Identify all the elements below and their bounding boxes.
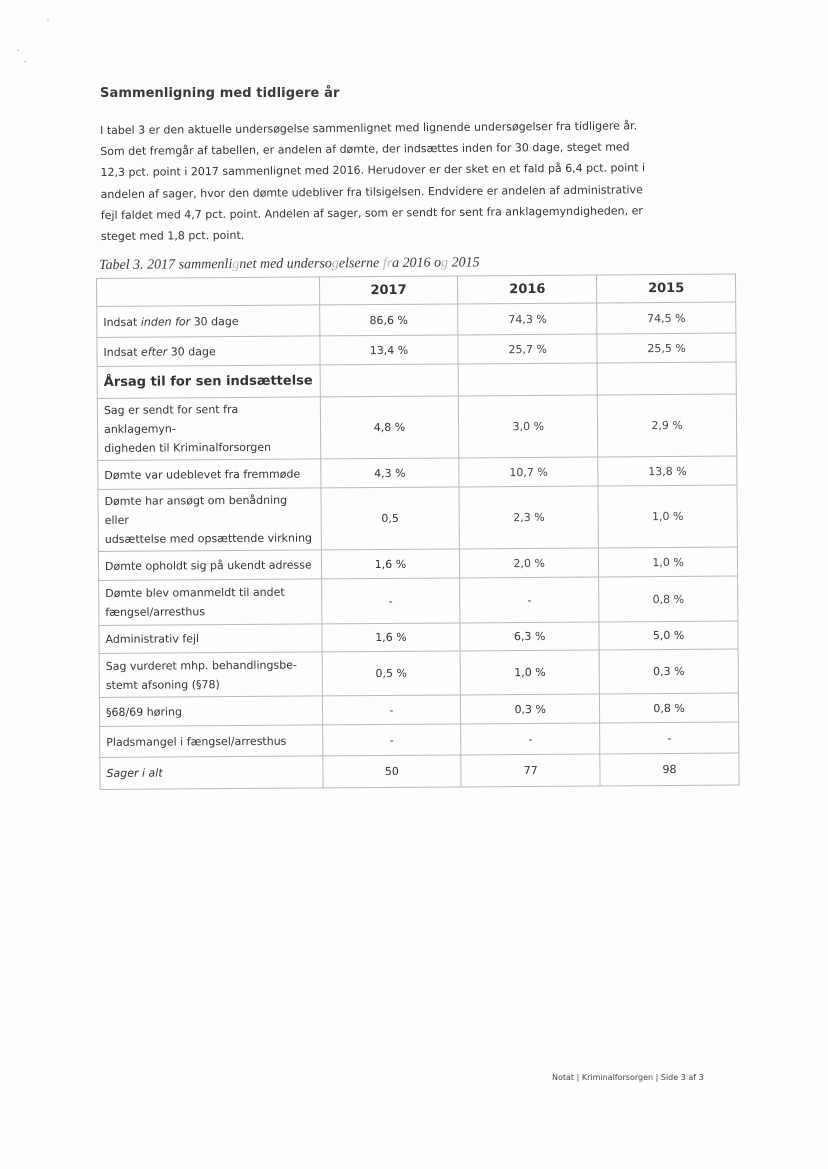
table-row <box>98 547 737 580</box>
table-row <box>100 753 739 789</box>
row-label-line: fængsel/arresthus <box>105 605 206 619</box>
section-heading: Sammenligning med tidligere år <box>100 86 340 101</box>
row-label <box>100 756 323 790</box>
value-cell: 0,5 <box>321 487 460 550</box>
scan-speck <box>24 61 26 62</box>
row-label-line: Sag vurderet mhp. behandlingsbe- <box>105 658 297 673</box>
value-cell: - <box>322 695 461 725</box>
row-label-line: udsættelse med opsættende virkning <box>104 531 313 546</box>
row-label-line: stemt afsoning (§78) <box>105 677 220 692</box>
table-row <box>97 333 736 366</box>
value-cell: 10,7 % <box>459 457 598 487</box>
row-label-line: Dømte har ansøgt om benådning eller <box>104 493 288 527</box>
value-cell: 0,8 % <box>600 693 739 723</box>
value-cell: 13,8 % <box>598 456 737 486</box>
table-header-row <box>97 274 736 306</box>
row-label <box>99 652 322 698</box>
value-cell: - <box>322 724 461 756</box>
row-label <box>97 305 320 338</box>
value-cell: - <box>321 578 460 624</box>
value-cell: 5,0 % <box>599 621 738 650</box>
value-cell: 77 <box>461 754 600 787</box>
row-label-part: Indsat <box>103 345 142 359</box>
row-label <box>97 397 320 461</box>
row-label-line: Pladsmangel i fængsel/arresthus <box>106 734 287 749</box>
value-cell: 1,6 % <box>321 549 460 579</box>
value-cell: 0,3 % <box>461 694 600 724</box>
paragraph-line: 12,3 pct. point i 2017 sammenlignet med 2016. Herudover er der sket en et fald på 6,4 pct. point i <box>100 161 646 180</box>
row-label-line: §68/69 høring <box>105 704 183 719</box>
year-header-cell: 2015 <box>597 274 736 303</box>
value-cell: 0,3 % <box>599 649 738 694</box>
paragraph-line: I tabel 3 er den aktuelle undersøgelse sammenlignet med lignende undersøgelser fra tidligere år. <box>100 119 638 137</box>
row-label-part: 30 dage <box>190 314 239 328</box>
table-row <box>100 722 739 757</box>
row-label <box>99 624 322 654</box>
table-row <box>99 621 738 653</box>
value-cell: 4,3 % <box>320 458 459 488</box>
value-cell: 13,4 % <box>319 335 458 365</box>
row-label <box>99 696 322 727</box>
table-row <box>99 649 738 697</box>
value-cell: 6,3 % <box>460 622 599 651</box>
row-label-line: Dømte blev omanmeldt til andet <box>105 585 285 600</box>
row-label <box>100 725 323 758</box>
scan-speck <box>17 50 19 51</box>
body-paragraph <box>100 115 691 247</box>
row-label <box>98 488 321 552</box>
value-cell: 1,0 % <box>598 485 737 548</box>
row-label-part: inden for <box>140 314 191 329</box>
table-row <box>98 485 737 551</box>
value-cell: 50 <box>322 755 461 788</box>
row-label <box>98 459 321 490</box>
row-label-line: digheden til Kriminalforsorgen <box>104 440 272 455</box>
year-header-cell: 2016 <box>458 275 597 304</box>
table-row <box>97 394 736 460</box>
table-caption: Tabel 3. 2017 sammenlignet med undersogelserne fra 2016 og 2015 <box>99 255 480 273</box>
row-label <box>98 550 321 581</box>
value-cell: 74,5 % <box>597 302 736 334</box>
scan-speck <box>47 19 49 20</box>
comparison-table <box>96 274 740 790</box>
row-label-line: Sager i alt <box>106 766 163 780</box>
value-cell: 86,6 % <box>319 304 458 336</box>
value-cell: 25,7 % <box>458 334 597 364</box>
row-label-line: Administrativ fejl <box>105 632 200 646</box>
row-label-line: Dømte opholdt sig på ukendt adresse <box>104 558 312 573</box>
table-row <box>99 693 738 726</box>
header-blank-cell <box>97 277 320 307</box>
value-cell: - <box>460 577 599 623</box>
value-cell: 2,0 % <box>460 548 599 578</box>
row-label-line: Sag er sendt for sent fra anklagemyn- <box>103 403 239 436</box>
row-label-part: efter <box>140 345 168 359</box>
empty-cell <box>597 362 736 395</box>
table-row <box>97 302 736 337</box>
empty-cell <box>458 363 597 396</box>
value-cell: 74,3 % <box>458 303 597 335</box>
table-row <box>99 576 738 625</box>
value-cell: 0,5 % <box>322 651 461 696</box>
value-cell: - <box>461 723 600 755</box>
value-cell: 25,5 % <box>597 333 736 363</box>
section-row <box>97 362 736 398</box>
paragraph-line: Som det fremgår af tabellen, er andelen af dømte, der indsættes inden for 30 dage, steget med <box>100 140 630 159</box>
empty-cell <box>320 364 459 397</box>
value-cell: 4,8 % <box>320 396 459 459</box>
value-cell: - <box>600 722 739 754</box>
value-cell: 3,0 % <box>459 395 598 458</box>
section-label: Årsag til for sen indsættelse <box>97 365 320 399</box>
value-cell: 1,6 % <box>321 623 460 652</box>
value-cell: 0,8 % <box>599 576 738 622</box>
row-label <box>97 336 320 367</box>
page-footer: Notat | Kriminalforsorgen | Side 3 af 3 <box>552 1073 704 1082</box>
value-cell: 1,0 % <box>460 650 599 695</box>
year-header-cell: 2017 <box>319 276 458 305</box>
row-label-part: 30 dage <box>167 344 216 359</box>
paragraph-line: steget med 1,8 pct. point. <box>100 228 245 244</box>
value-cell: 1,0 % <box>599 547 738 577</box>
row-label-part: Indsat <box>103 315 141 329</box>
table-row <box>98 456 737 489</box>
paragraph-line: fejl faldet med 4,7 pct. point. Andelen af sager, som er sendt for sent fra anklagemyndigheden, er <box>100 204 643 222</box>
row-label-line: Dømte var udeblevet fra fremmøde <box>104 467 301 482</box>
value-cell: 98 <box>600 753 739 786</box>
value-cell: 2,9 % <box>597 394 736 457</box>
value-cell: 2,3 % <box>459 486 598 549</box>
row-label <box>99 579 322 626</box>
paragraph-line: andelen af sager, hvor den dømte udebliver fra tilsigelsen. Endvidere er andelen af administrative <box>100 182 643 201</box>
